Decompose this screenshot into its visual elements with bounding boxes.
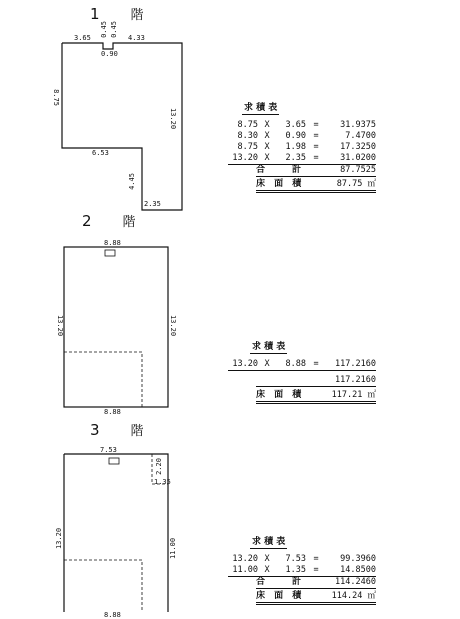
row-op: X <box>264 359 270 369</box>
table-row <box>228 131 376 142</box>
floor-3-dim-notch-w: 1.35 <box>154 478 171 486</box>
floor-area-value: 117.21 ㎡ <box>331 390 376 400</box>
total-row <box>256 375 376 387</box>
floor-1-number: 1 <box>90 5 101 23</box>
row-result: 99.3960 <box>340 554 376 564</box>
table-row <box>228 153 376 165</box>
row-eq: = <box>313 131 319 141</box>
floor-area-row <box>256 591 376 605</box>
floor-area-row <box>256 179 376 193</box>
total-row <box>256 165 376 177</box>
row-eq: = <box>313 565 319 575</box>
row-a: 13.20 <box>232 359 258 369</box>
floor-1-kanji: 階 <box>130 8 145 23</box>
floor-3-dim-notch-h: 2.20 <box>154 458 163 475</box>
floor-3-kanji: 階 <box>130 424 145 439</box>
floor-1-dim-left: 8.75 <box>51 89 60 106</box>
total-value: 87.7525 <box>340 165 376 175</box>
row-b: 3.65 <box>285 120 306 130</box>
floor-1-dim-step: 4.45 <box>127 173 136 190</box>
floor-1-dim-mid: 6.53 <box>92 149 109 157</box>
area-table-3 <box>228 537 376 605</box>
total-row <box>256 577 376 589</box>
floor-3-dim-left: 13.20 <box>55 527 64 550</box>
row-b: 8.88 <box>285 359 306 369</box>
row-b: 7.53 <box>285 554 306 564</box>
row-a: 8.30 <box>237 131 258 141</box>
floor-area-value: 87.75 ㎡ <box>336 179 376 189</box>
table-row <box>228 554 376 565</box>
total-value: 117.2160 <box>335 375 376 385</box>
floor-1-dim-bottom: 2.35 <box>144 200 161 208</box>
row-result: 31.9375 <box>340 120 376 130</box>
area-table-1 <box>228 103 376 193</box>
row-a: 8.75 <box>237 120 258 130</box>
row-result: 117.2160 <box>335 359 376 369</box>
floor-2-number: 2 <box>82 212 93 230</box>
row-eq: = <box>313 554 319 564</box>
floor-2-dim-right: 13.20 <box>169 314 178 337</box>
row-result: 7.4700 <box>345 131 376 141</box>
row-a: 13.20 <box>232 153 258 163</box>
floor-3-number: 3 <box>90 421 101 439</box>
floor-1-dim-notch-a: 0.45 <box>99 21 108 38</box>
row-result: 14.8500 <box>340 565 376 575</box>
floor-1-dim-top-right: 4.33 <box>128 34 145 42</box>
total-label: 合 計 <box>256 577 305 587</box>
floor-2-kanji: 階 <box>122 215 137 230</box>
total-label: 合 計 <box>256 165 305 175</box>
row-result: 17.3250 <box>340 142 376 152</box>
area-table-2 <box>228 342 376 404</box>
floor-area-label: 床 面 積 <box>256 591 305 601</box>
row-eq: = <box>313 120 319 130</box>
row-op: X <box>264 120 270 130</box>
row-op: X <box>264 142 270 152</box>
row-b: 1.35 <box>285 565 306 575</box>
row-op: X <box>264 131 270 141</box>
floor-2-dim-bottom: 8.88 <box>104 408 121 416</box>
row-a: 11.00 <box>232 565 258 575</box>
table-row <box>228 142 376 153</box>
row-eq: = <box>313 153 319 163</box>
table-row <box>228 120 376 131</box>
area-table-1-heading: 求 積 表 <box>244 103 278 113</box>
floor-3-dim-bottom: 8.88 <box>104 611 121 619</box>
floor-3-dim-right: 11.00 <box>169 537 178 560</box>
floor-2-dim-top: 8.88 <box>104 239 121 247</box>
floor-1-dim-top-left: 3.65 <box>74 34 91 42</box>
floor-area-row <box>256 390 376 404</box>
floor-3-dim-top: 7.53 <box>100 446 117 454</box>
row-b: 1.98 <box>285 142 306 152</box>
row-op: X <box>264 554 270 564</box>
row-a: 8.75 <box>237 142 258 152</box>
row-eq: = <box>313 142 319 152</box>
total-value: 114.2460 <box>335 577 376 587</box>
table-row <box>228 565 376 577</box>
floor-area-label: 床 面 積 <box>256 390 305 400</box>
area-table-2-heading: 求 積 表 <box>252 342 286 352</box>
row-op: X <box>264 153 270 163</box>
floor-area-value: 114.24 ㎡ <box>331 591 376 601</box>
table-row <box>228 359 376 371</box>
row-a: 13.20 <box>232 554 258 564</box>
floor-1-dim-notch-bottom: 0.90 <box>101 50 118 58</box>
floor-1-dim-right: 13.20 <box>169 107 178 130</box>
row-op: X <box>264 565 270 575</box>
row-b: 0.90 <box>285 131 306 141</box>
area-table-3-heading: 求 積 表 <box>252 537 286 547</box>
floor-2-dim-left: 13.20 <box>56 314 65 337</box>
total-label <box>256 375 326 386</box>
floor-area-label: 床 面 積 <box>256 179 305 189</box>
row-b: 2.35 <box>285 153 306 163</box>
row-eq: = <box>313 359 319 369</box>
floor-1-dim-notch-b: 0.45 <box>109 21 118 38</box>
row-result: 31.0200 <box>340 153 376 163</box>
